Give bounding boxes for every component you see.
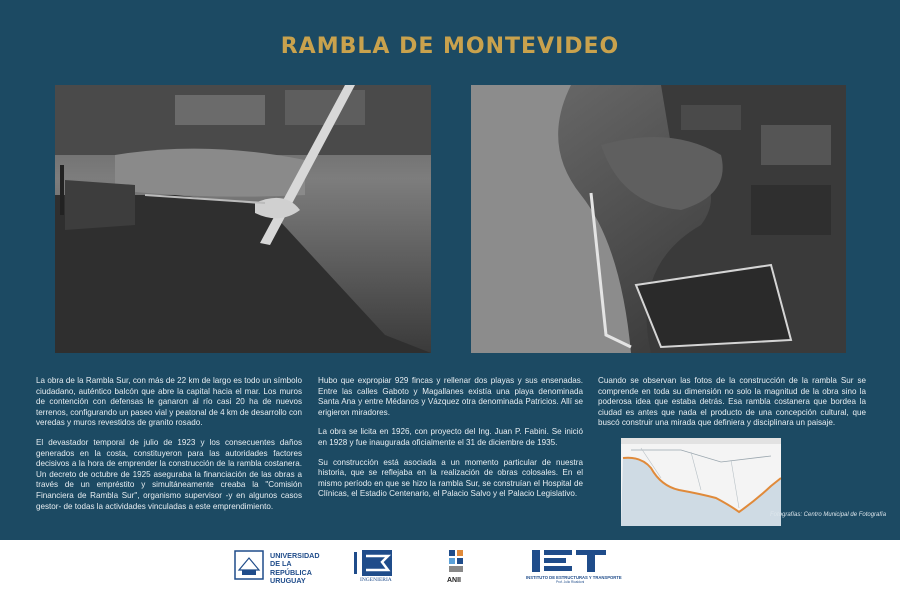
aerial-construction-photo <box>55 85 431 353</box>
text-column-2 <box>318 376 583 509</box>
paragraph: La obra se licita en 1926, con proyecto del Ing. Juan P. Fabini. Se inició en 1928 y fue inaugurada oficialmente el 31 de diciembre de 1935. <box>318 427 583 447</box>
udelar-line-3: URUGUAY <box>270 576 306 586</box>
sponsor-logos <box>0 540 900 591</box>
fing-emblem-icon <box>352 548 398 578</box>
fing-name: INGENIERIA <box>360 577 392 583</box>
paragraph: Su construcción está asociada a un momento particular de nuestra historia, que se reflejaba en la realización de obras colosales. En el mismo período en que se hizo la rambla Sur, se construían el Hospital de Clínicas, el Estadio Centenario, el Palacio Salvo y el Palacio Legislativo. <box>318 457 583 499</box>
anii-emblem-icon <box>445 548 475 576</box>
udelar-logo <box>234 548 334 586</box>
udelar-line-2: DE LA REPÚBLICA <box>270 559 312 577</box>
iet-name: INSTITUTO DE ESTRUCTURAS Y TRANSPORTE <box>526 575 622 580</box>
anii-name: ANII <box>447 577 461 584</box>
aerial-completed-rambla-photo <box>471 85 846 353</box>
anii-logo <box>445 548 475 590</box>
paragraph: Cuando se observan las fotos de la construcción de la rambla Sur se comprende en toda su dimensión no solo la magnitud de la obra sino la poderosa idea que estaba detrás. Esa rambla costanera que bordea la ciudad es antes que nada el producto de una concepción cultural, que buscó construir una mirada que definiera y disciplinara un paisaje. <box>598 376 866 428</box>
photo-credit: Fotografías: Centro Municipal de Fotografía <box>770 512 887 518</box>
udelar-shield-icon <box>234 550 264 580</box>
poster-title: RAMBLA DE MONTEVIDEO <box>280 34 620 59</box>
iet-emblem-icon <box>526 548 618 574</box>
iet-subtitle: Prof. Julio Ricaldoni <box>556 580 585 584</box>
text-column-1 <box>36 376 302 521</box>
paragraph: Hubo que expropiar 929 fincas y rellenar dos playas y sus ensenadas. Entre las calles Gaboto y Magallanes existía una playa denominada Santa Ana y entre Médanos y Vázquez otra denominada Patricios. Allí se erigieron miradores. <box>318 376 583 417</box>
fing-logo <box>352 548 398 588</box>
text-column-3 <box>598 376 866 438</box>
iet-logo <box>526 548 622 588</box>
udelar-line-1: UNIVERSIDAD <box>270 551 320 560</box>
paragraph: La obra de la Rambla Sur, con más de 22 km de largo es todo un símbolo ciudadano, auténtico balcón que abre la capital hacia el mar. Los muros de contención con defensas le ganaron al río casi 20 ha de nuevos terrenos, configurando un paseo vial y peatonal de 4 km de desarrollo con veredas y muros revestidos de granito rosado. <box>36 376 302 428</box>
paragraph: El devastador temporal de julio de 1923 y los consecuentes daños generados en la costa, constituyeron para las autoridades factores decisivos a la hora de emprender la construcción de la rambla costanera. Un decreto de octubre de 1925 aseguraba la financiación de las obras a través de un empréstito y simultáneamente creaba la "Comisión Financiera de Rambla Sur", organismo supervisor -y en algunos casos gestor- de todas la actividades vinculadas a este emprendimiento. <box>36 437 302 511</box>
rambla-map <box>621 438 781 526</box>
